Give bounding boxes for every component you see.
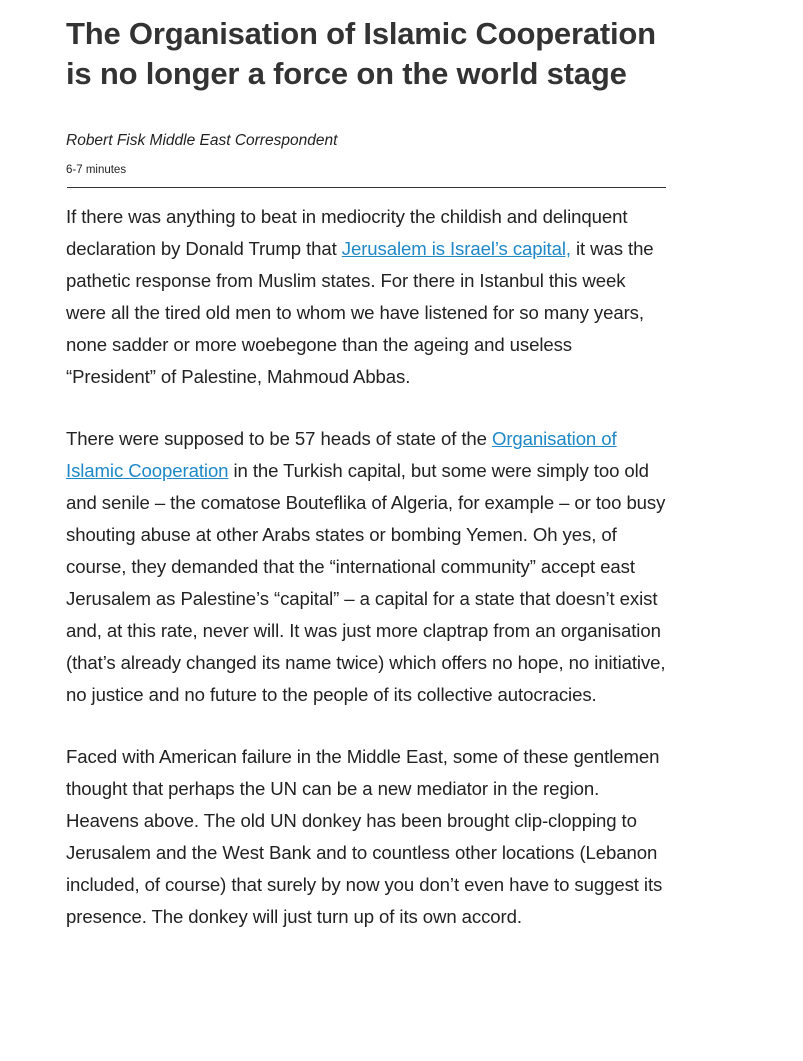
article-byline: Robert Fisk Middle East Correspondent — [66, 132, 338, 149]
paragraph-1-text-before: If there was anything to beat in mediocrity the childish and delinquent declaration by Donald Trump that — [66, 206, 628, 259]
oic-link[interactable]: Organisation of Islamic Cooperation — [66, 428, 617, 481]
header-divider — [67, 187, 666, 188]
paragraph-1-text-after: it was the pathetic response from Muslim states. For there in Istanbul this week were all the tired old men to whom we have listened for so many years, none sadder or more woebegone than the ageing and useless “President” of Palestine, Mahmoud Abbas. — [66, 238, 654, 387]
paragraph-2 — [66, 423, 666, 711]
jerusalem-capital-link[interactable]: Jerusalem is Israel’s capital, — [341, 238, 571, 259]
paragraph-2-text-after: in the Turkish capital, but some were simply too old and senile – the comatose Bouteflika of Algeria, for example – or too busy shouting abuse at other Arabs states or bombing Yemen. Oh yes, of course, they demanded that the “international community” accept east Jerusalem as Palestine’s “capital” – a capital for a state that doesn’t exist and, at this rate, never will. It was just more claptrap from an organisation (that’s already changed its name twice) which offers no hope, no initiative, no justice and no future to the people of its collective autocracies. — [66, 460, 666, 705]
paragraph-3: Faced with American failure in the Middle East, some of these gentlemen thought that perhaps the UN can be a new mediator in the region. Heavens above. The old UN donkey has been brought clip-clopping to Jerusalem and the West Bank and to countless other locations (Lebanon included, of course) that surely by now you don’t even have to suggest its presence. The donkey will just turn up of its own accord. — [66, 746, 663, 927]
article-title: The Organisation of Islamic Cooperation is no longer a force on the world stage — [66, 16, 656, 91]
reading-time: 6-7 minutes — [66, 164, 127, 176]
article — [66, 14, 666, 933]
paragraph-2-text-before: There were supposed to be 57 heads of state of the — [66, 428, 492, 449]
paragraph-1 — [66, 201, 666, 393]
